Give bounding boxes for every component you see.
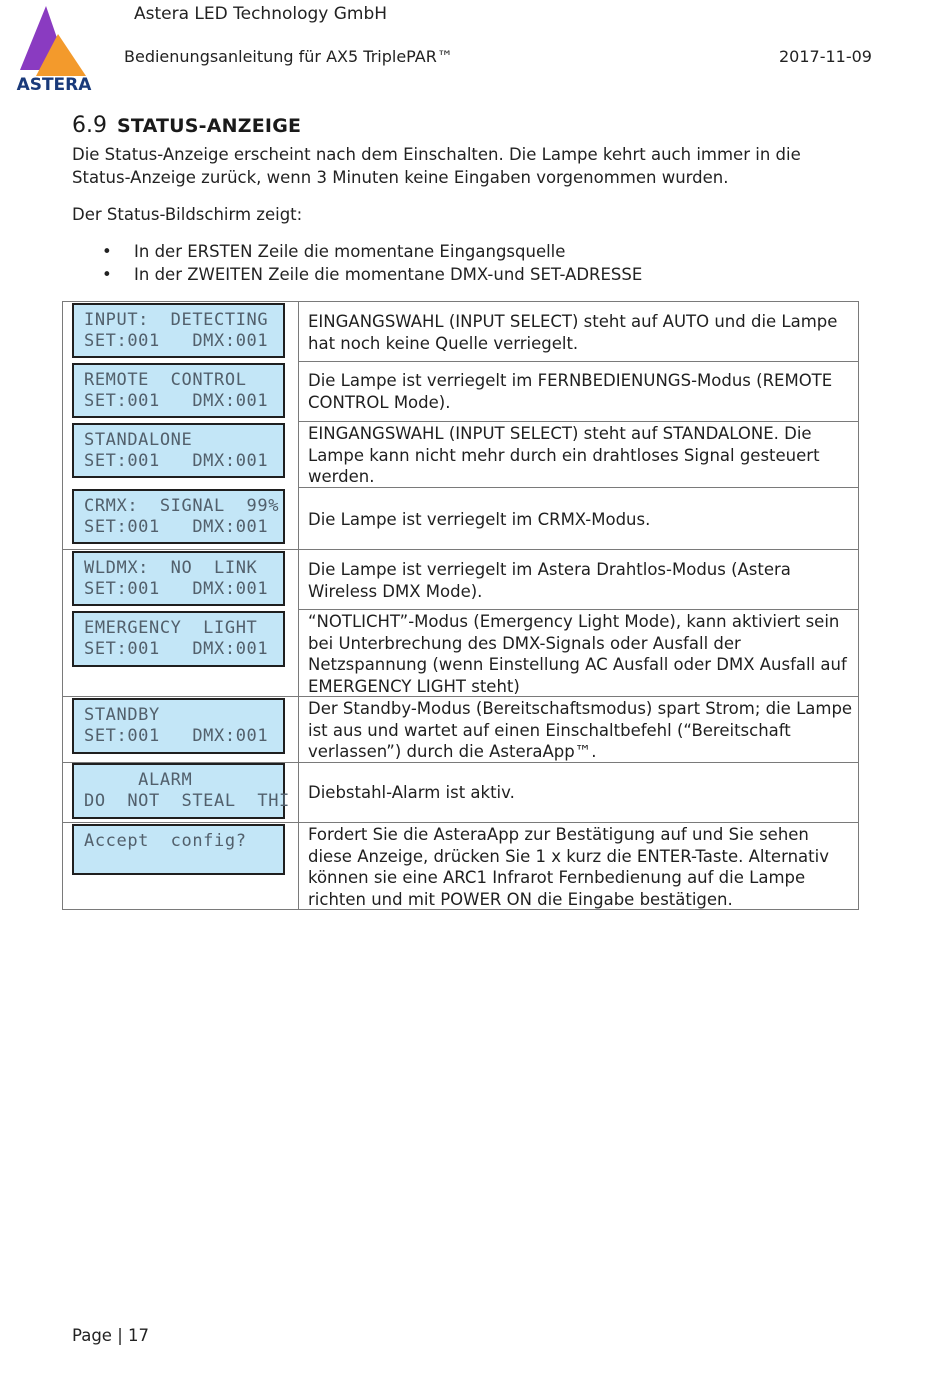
lcd-line-2: SET:001 DMX:001	[84, 639, 269, 659]
status-description: EINGANGSWAHL (INPUT SELECT) steht auf STANDALONE. Die Lampe kann nicht mehr durch ein drahtloses Signal gesteuert werden.	[308, 424, 820, 486]
bullet-item: • In der ERSTEN Zeile die momentane Eingangsquelle	[98, 240, 642, 263]
table-row-divider	[298, 609, 859, 610]
status-description: Die Lampe ist verriegelt im CRMX-Modus.	[308, 510, 651, 529]
lcd-line-2: SET:001 DMX:001	[84, 331, 269, 351]
lcd-line-2: SET:001 DMX:001	[84, 391, 269, 411]
section-heading	[72, 113, 301, 138]
status-description: Die Lampe ist verriegelt im Astera Drahtlos-Modus (Astera Wireless DMX Mode).	[308, 560, 791, 601]
status-description: Der Standby-Modus (Bereitschaftsmodus) spart Strom; die Lampe ist aus und wartet auf einen Einschaltbefehl (“Bereitschaft verlassen”) durch die AsteraApp™.	[308, 699, 853, 761]
lcd-display	[72, 423, 285, 478]
lcd-display	[72, 489, 285, 544]
bullet-list	[98, 240, 642, 286]
lcd-line-1: WLDMX: NO LINK	[84, 558, 258, 578]
page-number: Page | 17	[72, 1326, 149, 1345]
table-column-divider	[298, 301, 299, 910]
status-description: Die Lampe ist verriegelt im FERNBEDIENUNGS-Modus (REMOTE CONTROL Mode).	[308, 371, 833, 412]
lcd-display	[72, 611, 285, 667]
lcd-display	[72, 763, 290, 819]
intro-line-2: Status-Anzeige zurück, wenn 3 Minuten keine Eingaben vorgenommen wurden.	[72, 168, 729, 187]
bullet-item: • In der ZWEITEN Zeile die momentane DMX-und SET-ADRESSE	[98, 263, 642, 286]
lcd-line-1: STANDALONE	[84, 430, 193, 450]
lcd-line-2: SET:001 DMX:001	[84, 451, 269, 471]
document-date: 2017-11-09	[779, 47, 872, 66]
lcd-line-1: Accept config?	[84, 831, 247, 851]
lcd-display	[72, 698, 285, 754]
lcd-display	[72, 303, 285, 358]
lcd-display	[72, 363, 285, 418]
lcd-line-1: CRMX: SIGNAL 99%	[84, 496, 280, 516]
section-number: 6.9	[72, 113, 107, 138]
lcd-display	[72, 824, 285, 875]
table-row-divider	[62, 822, 859, 823]
table-row-divider	[62, 549, 859, 550]
section-title: STATUS-ANZEIGE	[117, 115, 302, 137]
status-description: Diebstahl-Alarm ist aktiv.	[308, 783, 515, 802]
manual-title: Bedienungsanleitung für AX5 TriplePAR™	[124, 47, 453, 66]
intro-line-1: Die Status-Anzeige erscheint nach dem Einschalten. Die Lampe kehrt auch immer in die	[72, 145, 801, 164]
lcd-line-1: REMOTE CONTROL	[84, 370, 247, 390]
status-description: EINGANGSWAHL (INPUT SELECT) steht auf AUTO und die Lampe hat noch keine Quelle verriegelt.	[308, 312, 838, 353]
table-row-divider	[298, 421, 859, 422]
lcd-line-1: INPUT: DETECTING	[84, 310, 269, 330]
screen-shows-text: Der Status-Bildschirm zeigt:	[72, 205, 303, 224]
lcd-line-2: SET:001 DMX:001	[84, 579, 269, 599]
lcd-line-2: DO NOT STEAL THI	[84, 791, 290, 811]
status-description: “NOTLICHT”-Modus (Emergency Light Mode), kann aktiviert sein bei Unterbrechung des DMX-Signals oder Ausfall der Netzspannung (wenn Einstellung AC Ausfall oder DMX Ausfall auf EMERGENCY LIGHT steht)	[308, 612, 847, 696]
lcd-line-2: SET:001 DMX:001	[84, 726, 269, 746]
lcd-line-1: STANDBY	[84, 705, 160, 725]
lcd-line-1: EMERGENCY LIGHT	[84, 618, 258, 638]
status-description: Fordert Sie die AsteraApp zur Bestätigung auf und Sie sehen diese Anzeige, drücken Sie 1 x kurz die ENTER-Taste. Alternativ können sie eine ARC1 Infrarot Fernbedienung auf die Lampe richten und mit POWER ON die Eingabe bestätigen.	[308, 825, 829, 909]
astera-logo	[6, 4, 102, 94]
lcd-line-2: SET:001 DMX:001	[84, 517, 269, 537]
lcd-line-1: ALARM	[84, 770, 193, 790]
logo-text: ASTERA	[16, 75, 92, 94]
lcd-display	[72, 551, 285, 606]
table-row-divider	[298, 361, 859, 362]
company-name: Astera LED Technology GmbH	[134, 4, 388, 24]
